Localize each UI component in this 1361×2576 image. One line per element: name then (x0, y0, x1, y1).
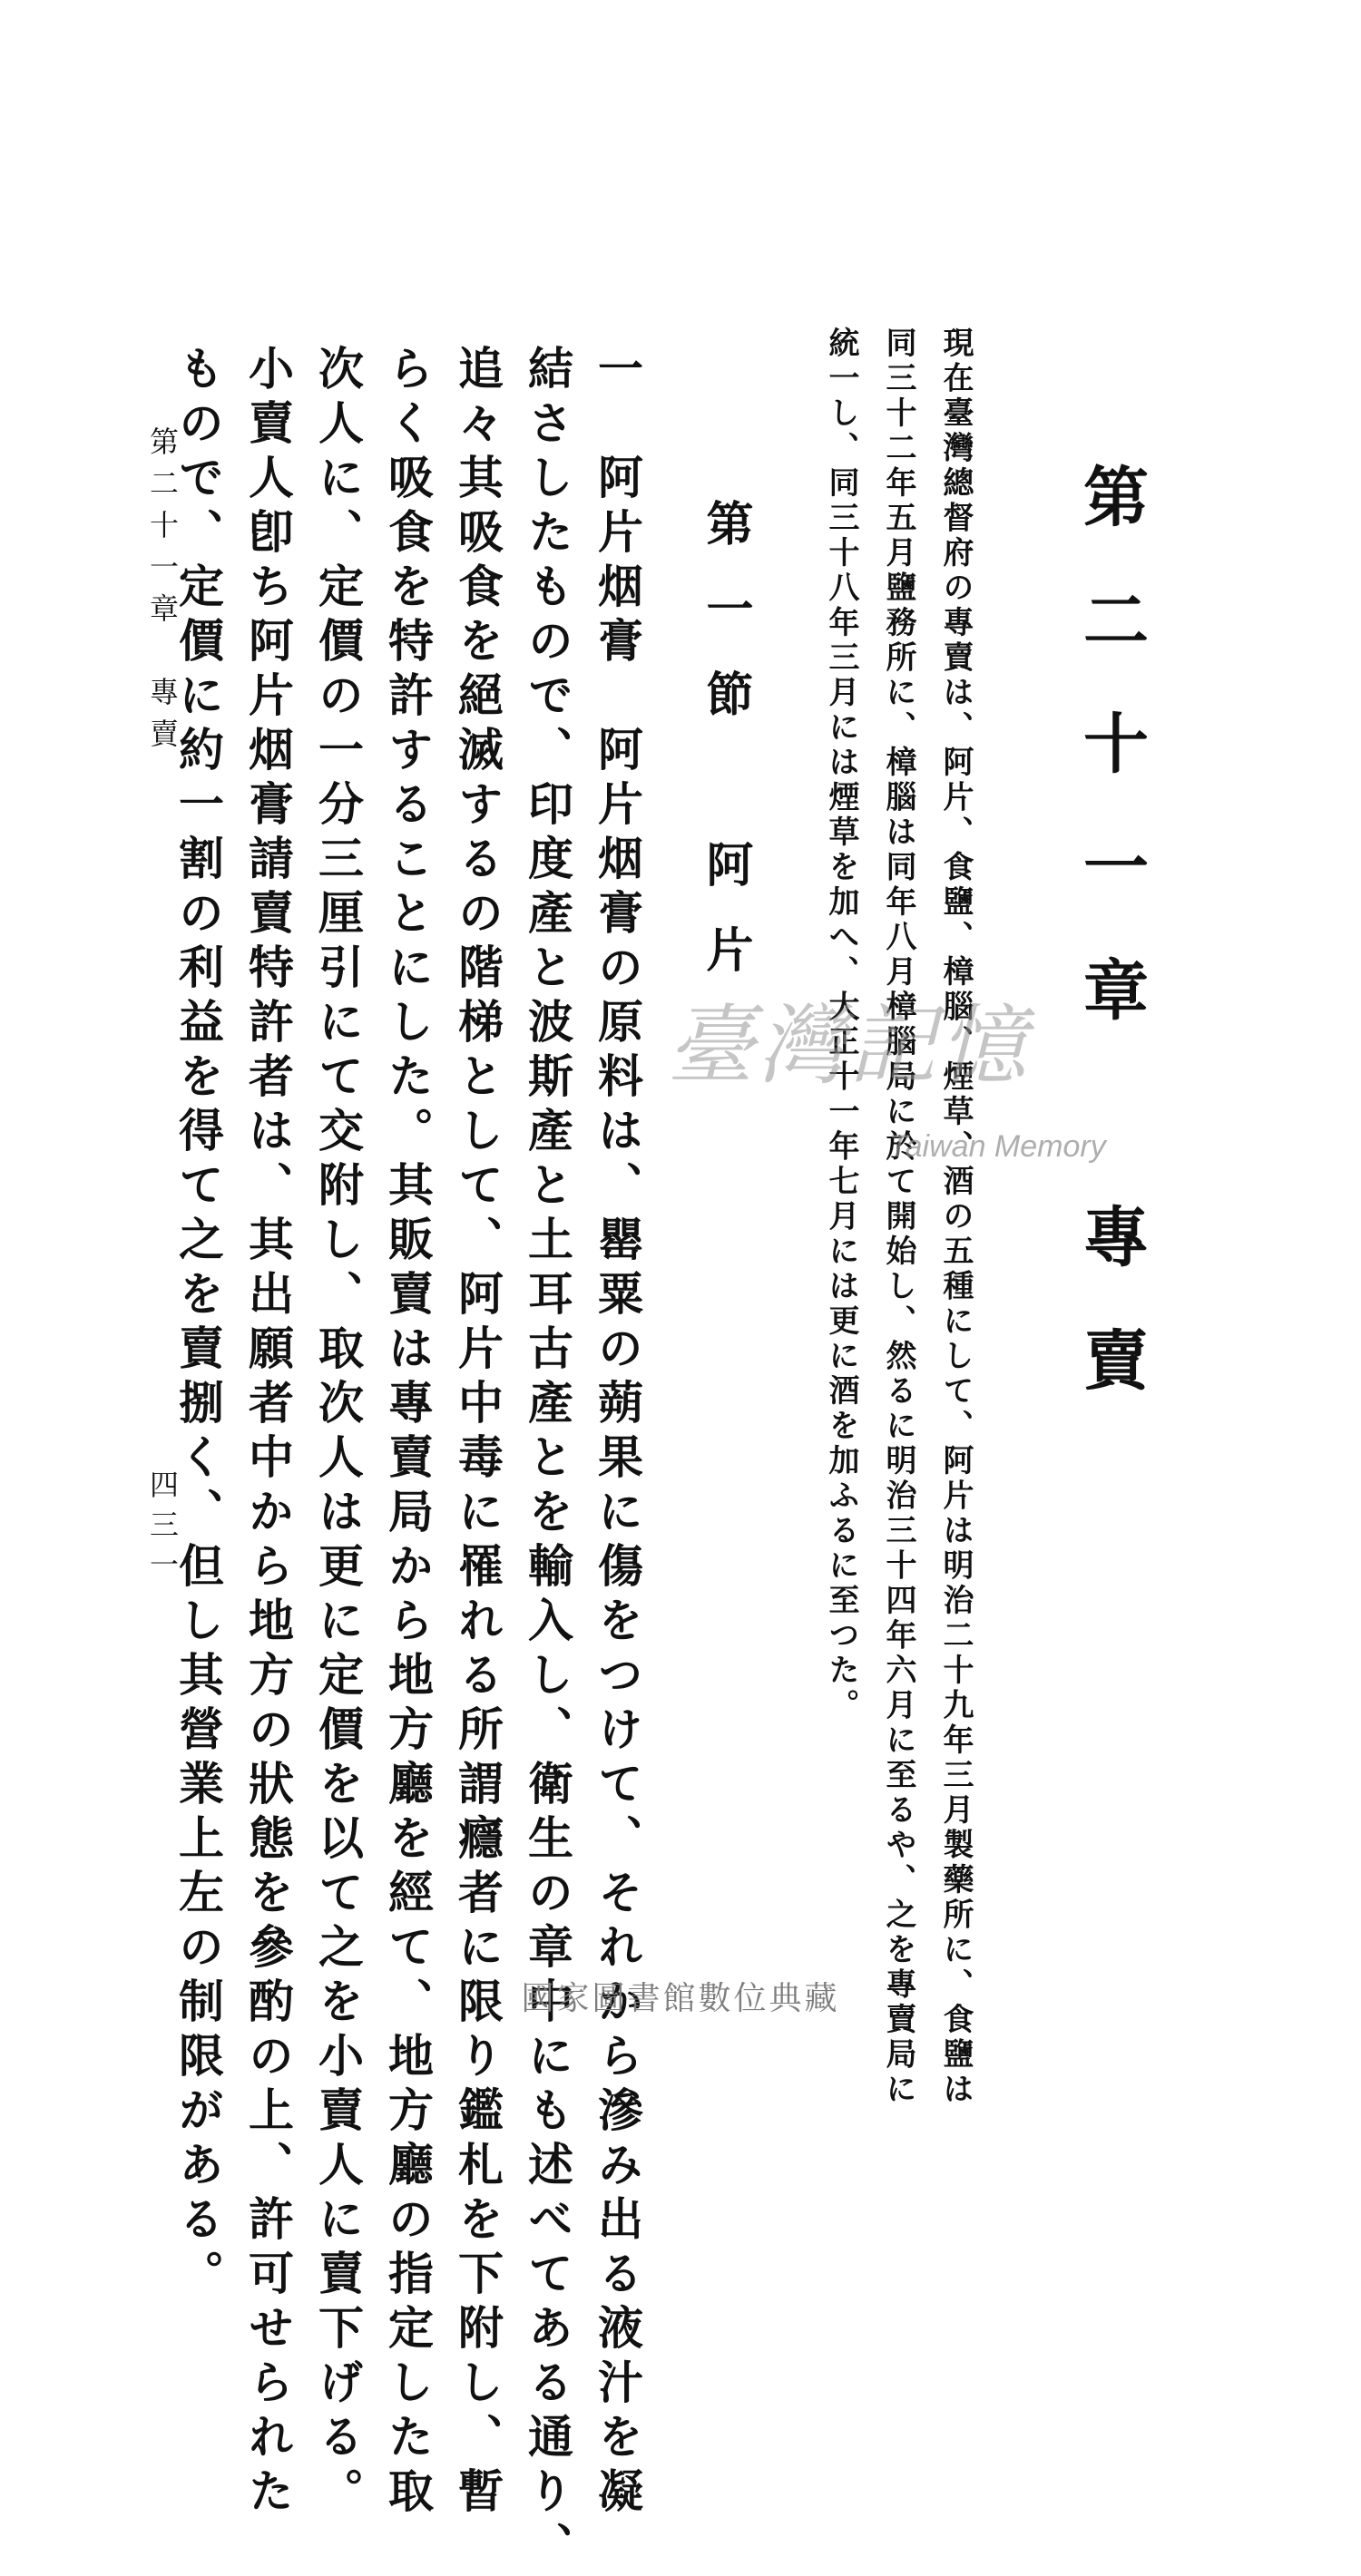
chapter-title: 第二十一章 專賣 (1072, 463, 1150, 1449)
intro-line-1: 現在臺灣總督府の專賣は、阿片、食鹽、樟腦、煙草、酒の五種にして、阿片は明治二十九年三月製藥所に、食鹽は (937, 327, 974, 2108)
watermark-subtext: Taiwan Memory (889, 1129, 1106, 1164)
page-number: 四三一 (145, 1469, 180, 1589)
body-line-3: 追々其吸食を絕滅するの階梯として、阿片中毒に罹れる所謂癮者に限り鑑札を下附し、暫 (451, 345, 504, 2522)
running-head: 第二十一章 專賣 (145, 426, 180, 760)
watermark-logo: 臺灣記憶 (667, 995, 1030, 1097)
body-line-1-text: 阿片烟膏の原料は、罌粟の蒴果に傷をつけて、それから滲み出る液汁を凝 (591, 671, 644, 2522)
body-line-2: 結さしたもので、印度產と波斯產と土耳古產とを輸入し、衛生の章中にも述べてある通り、 (521, 345, 574, 2576)
section-title: 第一節 阿片 (698, 499, 753, 1010)
body-line-6: 小賣人卽ち阿片烟膏請賣特許者は、其出願者中から地方の狀態を參酌の上、許可せられた (241, 345, 295, 2522)
body-line-4: らく吸食を特許することにした。其販賣は專賣局から地方廳を經て、地方廳の指定した取 (381, 345, 435, 2522)
subsection-heading: 一 阿片烟膏 (591, 345, 644, 671)
library-credit: 國家圖書館數位典藏 (521, 1980, 840, 2017)
intro-line-2: 同三十二年五月鹽務所に、樟腦は同年八月樟腦局に於て開始し、然るに明治三十四年六月に至るや、之を專賣局に (880, 327, 916, 2108)
body-line-1 (591, 345, 644, 2522)
body-line-5: 次人に、定價の一分三厘引にて交附し、取次人は更に定價を以て之を小賣人に賣下げる。 (311, 345, 365, 2522)
body-line-7: もので、定價に約一割の利益を得て之を賣捌く、但し其營業上左の制限がある。 (171, 345, 225, 2304)
intro-line-3: 統一し、同三十八年三月には煙草を加へ、大正十一年七月には更に酒を加ふるに至つた。 (823, 327, 859, 1723)
